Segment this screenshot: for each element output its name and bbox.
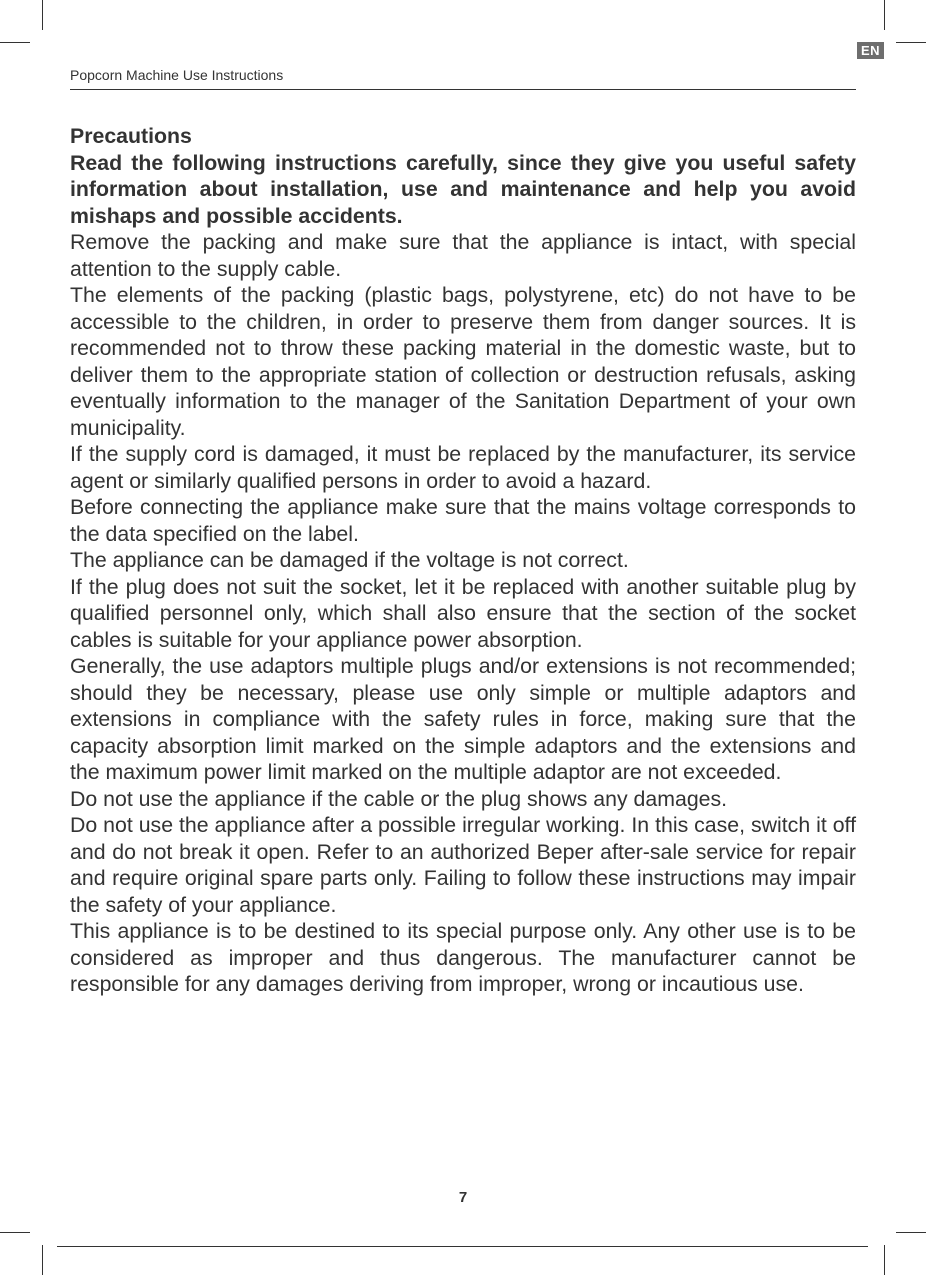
crop-mark-top-right-v <box>884 0 885 30</box>
running-header-title: Popcorn Machine Use Instructions <box>70 67 284 83</box>
paragraph: The appliance can be damaged if the voltage is not correct. <box>70 548 629 572</box>
crop-mark-top-right-h <box>896 42 926 43</box>
precautions-section <box>70 123 856 998</box>
paragraph: Generally, the use adaptors multiple plugs and/or extensions is not recommended; should they be necessary, please use only simple or multiple adaptors and extensions in compliance with the safety rules in force, making sure that the capacity absorption limit marked on the simple adaptors and the extensions and the maximum power limit marked on the multiple adaptor are not exceeded. <box>70 654 856 784</box>
section-title: Precautions <box>70 124 192 148</box>
paragraph: Before connecting the appliance make sure that the mains voltage corresponds to the data specified on the label. <box>70 495 856 546</box>
paragraph: Remove the packing and make sure that the appliance is intact, with special attention to the supply cable. <box>70 230 856 281</box>
paragraph: Do not use the appliance after a possible irregular working. In this case, switch it off and do not break it open. Refer to an authorized Beper after-sale service for repair and require original spare parts only. Failing to follow these instructions may impair the safety of your appliance. <box>70 813 856 917</box>
footer-divider <box>57 1246 868 1247</box>
paragraph: If the supply cord is damaged, it must be replaced by the manufacturer, its service agent or similarly qualified persons in order to avoid a hazard. <box>70 442 856 493</box>
language-badge: EN <box>857 42 884 59</box>
section-intro: Read the following instructions carefully, since they give you useful safety information about installation, use and maintenance and help you avoid mishaps and possible accidents. <box>70 150 856 228</box>
crop-mark-bottom-right-v <box>884 1245 885 1275</box>
crop-mark-bottom-right-h <box>896 1232 926 1233</box>
crop-mark-bottom-left-h <box>0 1232 30 1233</box>
page-number: 7 <box>458 1189 468 1206</box>
crop-mark-bottom-left-v <box>42 1245 43 1275</box>
paragraph: The elements of the packing (plastic bags, polystyrene, etc) do not have to be accessible to the children, in order to preserve them from danger sources. It is recommended not to throw these packing material in the domestic waste, but to deliver them to the appropriate station of collection or destruction refusals, asking eventually information to the manager of the Sanitation Department of your own municipality. <box>70 283 856 440</box>
header-divider <box>70 89 856 90</box>
paragraph: If the plug does not suit the socket, let it be replaced with another suitable plug by qualified personnel only, which shall also ensure that the section of the socket cables is suitable for your appliance power absorption. <box>70 574 856 652</box>
crop-mark-top-left-h <box>0 42 30 43</box>
crop-mark-top-left-v <box>42 0 43 30</box>
paragraph: Do not use the appliance if the cable or the plug shows any damages. <box>70 786 728 811</box>
paragraph: This appliance is to be destined to its special purpose only. Any other use is to be considered as improper and thus dangerous. The manufacturer cannot be responsible for any damages deriving from improper, wrong or incautious use. <box>70 919 856 996</box>
